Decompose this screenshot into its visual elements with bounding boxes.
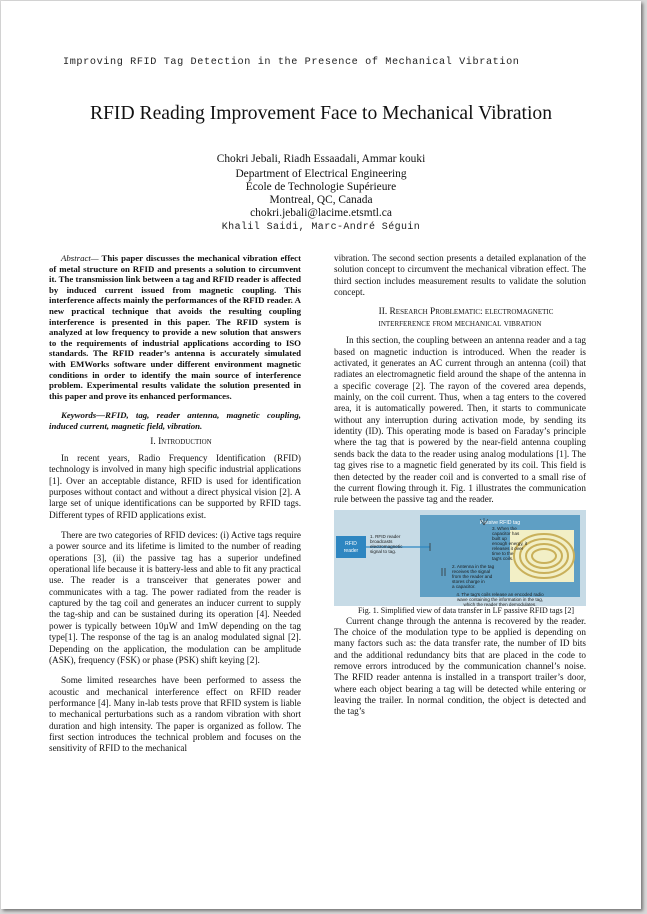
author-school: École de Technologie Supérieure [245,181,397,193]
intro-paragraph-2: There are two categories of RFID devices: (i) Active tags require a power source and its lifetime is limited to the number of reading operations [3], (ii) the passive tag has a superior undefined operational life because it is battery-less and able to fit any practical use. The reader is a transceiver that generates power and communicates with a tag. The power radiated from the reader is captured by the tag coil and generates an inducer current to supply the tag-ship and can be sustained during its operation [4]. Needed power is typically between 10µW and 1mW depending on the tag type[1]. The response of the tag is an analog modulated signal [2]. Depending on the application, the modulation can be amplitude (ASK), frequency (FSK) or phase (PSK) shift keying [2]. [49,530,301,665]
paper-page [1,1,641,909]
step-1-line-2: broadcasts [370,538,393,544]
step-3-line-2: capacitor has [492,530,520,536]
extra-authors: Khalil Saidi, Marc-André Séguin [221,222,421,233]
keywords: Keywords—RFID, tag, reader antenna, magnetic coupling, induced current, magnetic field, vibration. [49,410,301,431]
author-block [1,153,641,220]
intro-paragraph-3: Some limited researches have been performed to assess the acoustic and mechanical interference effect on RFID reader performance [4]. Many in-lab tests prove that RFID system is liable to mechanical perturbations such as a random vibration with short duration and high intensity. The paper is organized as follow. The first section introduces the technical problem and focuses on the sensitivity of RFID to the mechanical [49,675,301,754]
step-2-line-4: stores charge in [452,578,485,584]
reader-label-1: RFID [345,540,357,547]
section-1-title: Introduction [158,436,212,447]
section-2-title-line-2: interference from mechanical vibration [378,318,542,329]
step-2-line-5: a capacitor. [452,583,476,589]
abstract [49,253,301,401]
section-2-title-line-1: II. Research Problematic: electromagnetic [378,307,554,318]
section-2-paragraph-1: In this section, the coupling between an antenna reader and a tag based on magnetic induction is introduced. When the reader is activated, it generates an AC current through an antenna (coil) that radiates an electromagnetic field around the shape of the antenna in a specific coverage [2]. The rayon of the covered area depends, mainly, on the coil current. Thus, when a tag enters to the covered area, it is automatically powered. Then, it starts to communicate without any interruption during activation mode, by sending its identity (ID). This operating mode is based on Faraday’s principle where the tag that is powered by the near-field antenna coupling sends back the data to the reader using analog modulations [1]. The tag gives rise to a magnetic field generated by its coil. This field is then detected by the reader coil and is converted to a small rise of the current flowing through it. Fig. 1 illustrates the communication rule between the passive tag and the reader. [334,335,586,505]
figure-1 [334,510,586,606]
section-1-numeral: I. [150,436,159,447]
step-2-line-1: 2. Antenna in the tag [452,563,495,569]
running-head: Improving RFID Tag Detection in the Presence of Mechanical Vibration [63,57,520,68]
intro-paragraph-1: In recent years, Radio Frequency Identification (RFID) technology is involved in many high specific industrial applications [1]. Over an acceptable distance, RFID is used for identification purposes without contact and without a direct physical vision [2]. A large set of unique identifications can be supported by RFID tags. Different types of RFID applications exist. [49,453,301,520]
step-1-line-3: electromagnetic [370,543,403,549]
left-column [49,253,301,755]
abstract-label: Abstract— [61,253,99,263]
author-names: Chokri Jebali, Riadh Essaadali, Ammar kouki [216,153,426,165]
step-1-line-1: 1. RFID reader [370,533,401,539]
panel-title: Passive RFID tag [479,519,521,526]
reader-box [336,536,366,558]
rfid-diagram [334,510,586,606]
step-3-line-6: time to the [492,550,514,556]
step-3-line-3: built up [492,535,507,541]
step-3-line-7: tag's coils. [492,555,514,561]
step-3-line-4: enough energy, it [492,540,528,546]
right-column [334,253,586,718]
reader-label-2: reader [343,547,359,554]
section-2-heading [334,307,586,330]
step-2-line-3: from the reader and [452,573,493,579]
step-3-line-1: 3. When the [492,525,517,531]
section-1-heading [49,437,301,449]
paper-title: RFID Reading Improvement Face to Mechanical Vibration [89,103,553,124]
author-department: Department of Electrical Engineering [235,168,407,180]
step-1-line-4: signal to tag. [370,548,397,554]
section-2-paragraph-2: Current change through the antenna is recovered by the reader. The choice of the modulation type to be applied is depending on many factors such as: the data transfer rate, the number of ID bits and the additional redundancy bits that are placed in the code to remove errors introduced by the communication channel’s noise. The RFID reader antenna is installed in a transport trailer’s door, where each object bearing a tag will be detected while entering or leaving the trailer. In normal condition, the object is detected and the tag’s [334,615,586,717]
author-email: chokri.jebali@lacime.etsmtl.ca [250,207,392,219]
step-4-line-1: 4. The tag's coils release an encoded radio [456,591,544,597]
step-4-line-3: which the reader then demodulates. [463,601,537,606]
intro-continuation: vibration. The second section presents a detailed explanation of the solution concept to circumvent the mechanical vibration effect. The third section includes measurement results to validate the solution concept. [334,253,586,298]
step-3-line-5: releases it over [492,545,524,551]
abstract-text: This paper discusses the mechanical vibration effect of metal structure on RFID and presents a solution to circumvent it. The transmission link between a tag and RFID reader is affected by induced current issued from magnetic coupling. This interference affects mainly the performances of the RFID reader. A new practical technique that avoids the resulting coupling interference is presented in this paper. The RFID system is analyzed at low frequency to provide a new solution that answers to the requirements of industrial applications according to ISO standards. The RFID reader’s antenna is accurately simulated with EMWorks software under different environment magnetic conditions in order to identify the main source of interference problem. Experimental results validate the solution presented in this paper and prove its enhanced performances. [49,253,301,401]
step-2-line-2: receives the signal [452,568,491,574]
figure-1-caption: Fig. 1. Simplified view of data transfer in LF passive RFID tags [2] [358,605,574,615]
author-city: Montreal, QC, Canada [269,194,373,206]
step-4-line-2: wave containing the information in the tag, [456,596,544,602]
